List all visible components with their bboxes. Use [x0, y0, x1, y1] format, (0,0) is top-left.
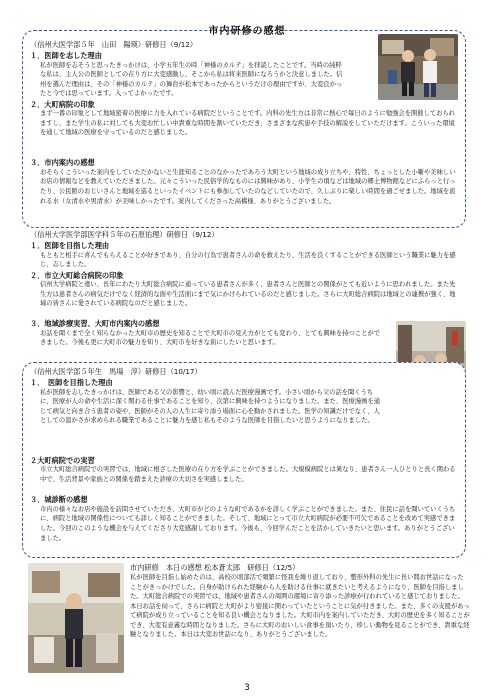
section-item-text: お話を聞くまで全く知らなかった大町市の歴史を知ることで大町市の見え方がとても変わり、とても興味を持つことができました。今後も更に大町市の魅力を知り、大町市を好きな街にしたいと思います。 — [40, 329, 381, 347]
section-header: （信州大医学部５年生 馬場 淳）研修日（10/17） — [30, 367, 202, 376]
section-item-heading: ３．地域診療実習、大町市内案内の感想 — [30, 319, 160, 329]
page-number: 3 — [244, 683, 250, 693]
section-item-heading: １． 医師を目指した理由 — [30, 378, 113, 387]
section-item-heading: ２．市立大町総合病院の印象 — [30, 270, 124, 280]
section-item-text: 市立大町総合病院での実習では、地域に根ざした医療の在り方を学ぶことができました。大規模病院とは異なり、患者さん一人ひとりと長く関わる中で、生活背景や家族との関係を踏まえた診療の大切さを実感しました。 — [40, 466, 456, 483]
section-header: （信州大学医学部医学科５年の石原佑理）研修日（9/12） — [30, 230, 219, 239]
section-item-heading: １．医師を志した理由 — [30, 51, 102, 60]
page-title: 市内研修の感想 — [208, 26, 286, 37]
section-item-text: 市内の様々なお店や施設を訪問させていただき、大町市がどのような町であるかを詳しく学ぶことができました。また、住民に話を聞いていくうちに、病院と地域の関係性についても詳しく知ることができました。そして、地域にとって市立大町病院が必要不可欠であることを改めて実感できました。今回のこのような機会を与えてくださり大変感謝しております。今後も、今回学んだことを活かしていきたいと思います。ありがとうございました。 — [40, 505, 456, 542]
section-3 — [30, 366, 466, 553]
section-item-text: まず一番の印象として地域密着の医療に力を入れている病院だということです。内科の先生方は非常に熱心で毎日のように勉強会を開催しておられますし、また学生の私に対しても大変お忙しい中貴重な時間を割いていただき、さまざまな疾患や手技の解説をしていただけます。こういった環境を通して地域の医療を守っているのだと感じました。 — [40, 110, 456, 137]
photo-students-outside — [378, 34, 458, 100]
section-item-heading: ３．城診断の感想 — [30, 495, 88, 505]
section-item-heading: ２．大町病院の印象 — [30, 99, 95, 109]
section-item-text: おそらくこういった案内をしていただかないと生涯知ることのなかったであろう大町という地域の成り立ちや、特性、ちょっとした小噺や美味しいお店の情報などを教えていただきました。元々こういった民俗学的なものには興味があり、小学生の頃などは地域の郷土博物館などにふらっと行ったり、公民館のおじいさんと地域を巡るといったイベントにも参加していたのなどしていたので、久しぶりに楽しい時間を過ごせました。地域を流れる水（女清水や男清水）が美味しかったです。案内してくださった高橋様、ありがとうございました。 — [40, 168, 456, 205]
section-item-heading: １．医師を目指した理由 — [30, 241, 110, 250]
section-item-text: もともと相手に喜んでもらえることが好きであり、自分の行為で患者さんの命を救えたり、生活を良くすることができる医師という職業に魅力を感じ、志しました。 — [40, 251, 456, 269]
bottom-section-text: 私が医師を目指し始めたのは、高校の頃部活で頻繁に怪我を繰り返しており、整形外科の先生に長い間お世話になったことがきっかけでした。自身が助けられた経験から人を助ける仕事に就きたいと考えるようになり、医師を目指しました。大町総合病院での実習では、地域や患者さんの周囲の環境に寄り添った診療が行われていると感じておりました。本日お話を伺って、さらに病院と大町がより密接に関わっていたということに気が付きました。また、多くの支援があって病院が成り立っていることを知る良い機会となりました。大町市内を案内していただき、大町の歴史を多く知ることができ、大変有意義な時間となりました。さらに大町のおいしい食事を頂いたり、珍しい動物を見ることができ、貴重な経験となりました。本日は大変お世話になり、ありがとうございました。 — [130, 574, 470, 638]
section-item-heading: ３．市内案内の感想 — [30, 158, 95, 168]
section-item-text: 私が医師を志そうと思ったきっかけは、小学五年生の時「神様のカルテ」を拝読したことです。当時の純粋な私は、主人公の医師としての在り方に大変感動し、そこから私は将来医師になろうかと決意しました。信州を選んだ理由は、その「神様のカルテ」の舞台が松本であったからというだけの理由ですが、大変良かったと今では思っています。入ってよかったです。 — [40, 61, 343, 98]
section-item-text: 私が医師を志したきっかけは、医師である父の影響と、幼い頃に読んだ医療漫画です。小さい頃から父の話を聞くうちに、医療が人の命や生活に深く関わる仕事であることを知り、次第に興味を持つようになりました。また、医療漫画を通じて病気と向き合う患者の姿や、医師がその人の人生に寄り添う場面に心を動かされました。医学の知識だけでなく、人としての温かさが求められる職業であることに魅力を感じ私もそのような医師を目指したいと思うようになりました。 — [40, 388, 381, 425]
bottom-section-heading: 市内研修 本日の感想 松本蒼太郎 研修日（12/5） — [130, 563, 300, 572]
section-header: （信州大医学部５年 山田 陽瑛）研修日（9/12） — [30, 40, 198, 49]
photo-student-display — [28, 563, 124, 673]
section-item-heading: ２大町病院での実習 — [30, 455, 95, 465]
section-item-text: 信州大学病院と違い、長年にわたり大町総合病院に通っている患者さんが多く、患者さんと医師との関係がとても近いように思われました。また先生方は患者さんの病気だけでなく経済的な面や生活面にまで気にかけられているのだと感じました。さらに大町総合病院は地域との連携が強く、地域の皆さんに愛されている病院なのだと感じました。 — [40, 281, 456, 308]
